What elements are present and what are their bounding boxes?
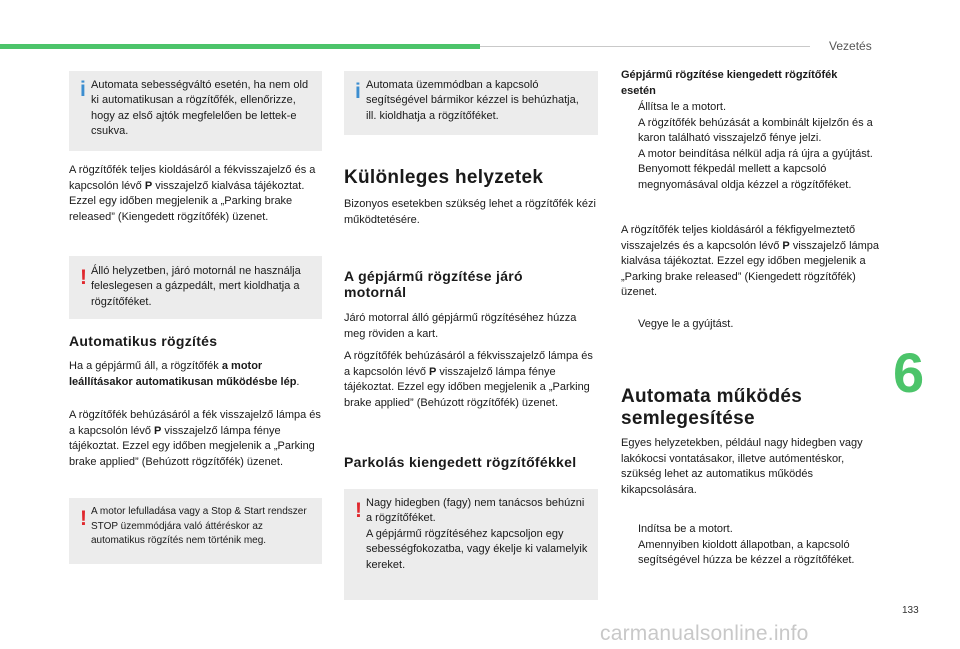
paragraph: Bizonyos esetekben szükség lehet a rögzítőfék kézi működtetésére. — [344, 198, 596, 226]
header-rule — [480, 46, 810, 47]
paragraph: Járó motorral álló gépjármű rögzítéséhez húzza meg röviden a kart. — [344, 312, 577, 340]
watermark: carmanualsonline.info — [600, 622, 809, 645]
bullet-list — [621, 100, 883, 194]
paragraph: A rögzítőfék behúzásáról a fék visszajelző lámpa és a kapcsolón lévő P visszajelző lámpa fénye tájékoztat. Ezzel egy időben megjelenik a „Parking brake applied” (Behúzott rögzítőfék) üzenet. — [69, 409, 321, 468]
info-note — [69, 71, 322, 151]
list-item: A motor beindítása nélkül adja rá újra a gyújtást. — [638, 147, 873, 160]
warning-note — [69, 256, 322, 319]
info-note — [344, 71, 598, 135]
paragraph: Egyes helyzetekben, például nagy hidegben vagy lakókocsi vontatásakor, illetve autómentéskor, szükség lehet az automatikus működés kikapcsolására. — [621, 437, 863, 496]
warning-icon: ! — [80, 266, 87, 289]
page-number: 133 — [902, 605, 919, 616]
info-icon: i — [80, 78, 86, 101]
list-item: Amennyiben kioldott állapotban, a kapcsoló segítségével húzza be kézzel a rögzítőféket. — [638, 538, 855, 567]
section-heading: Automata működés semlegesítése — [621, 386, 803, 429]
warning-note-text: A motor lefulladása vagy a Stop & Start rendszer STOP üzemmódjára való áttéréskor az automatikus rögzítés nem történik meg. — [91, 506, 307, 546]
warning-note — [69, 498, 322, 564]
section-heading: A gépjármű rögzítése járó motornál — [344, 268, 523, 300]
paragraph: A rögzítőfék teljes kioldásáról a fékfigyelmeztető visszajelzés és a kapcsolón lévő P visszajelző lámpa kialvása tájékoztat. Ezzel egy időben megjelenik a „Parking brake released” (Kiengedett rögzítőfék) üzenet. — [621, 224, 880, 299]
bullet-list — [621, 317, 883, 333]
header-accent-bar — [0, 44, 480, 49]
warning-note-text: Álló helyzetben, járó motornál ne használja feleslegesen a gázpedált, mert kioldhatja a rögzítőféket. — [91, 265, 301, 308]
warning-icon: ! — [355, 499, 362, 522]
section-heading: Különleges helyzetek — [344, 167, 544, 188]
section-heading: Parkolás kiengedett rögzítőfékkel — [344, 454, 577, 470]
list-item: Állítsa le a motort. A rögzítőfék behúzását a kombinált kijelzőn és a karon található visszajelző fénye jelzi. — [638, 101, 873, 145]
list-item: Vegye le a gyújtást. — [638, 318, 734, 330]
paragraph: Ha a gépjármű áll, a rögzítőfék a motor leállításakor automatikusan működésbe lép. — [69, 360, 300, 388]
info-icon: i — [355, 80, 361, 103]
info-note-text: Automata sebességváltó esetén, ha nem old ki automatikusan a rögzítőfék, ellenőrizze, hogy az első ajtók megfelelően be lettek-e csukva. — [91, 79, 309, 138]
bullet-list — [621, 522, 883, 569]
section-title: Vezetés — [829, 39, 872, 53]
warning-note-text: Nagy hidegben (fagy) nem tanácsos behúzni a rögzítőféket. A gépjármű rögzítéséhez kapcsoljon egy sebességfokozatba, vagy ékelje ki valamelyik kereket. — [366, 497, 588, 571]
chapter-number: 6 — [893, 341, 925, 404]
paragraph: A rögzítőfék teljes kioldásáról a fékvisszajelző és a kapcsolón lévő P visszajelző kialvása tájékoztat. Ezzel egy időben megjelenik a „Parking brake released” (Kiengedett rögzítőfék) üzenet. — [69, 164, 316, 223]
warning-icon: ! — [80, 507, 87, 530]
section-heading: Gépjármű rögzítése kiengedett rögzítőfék esetén — [621, 69, 838, 97]
info-note-text: Automata üzemmódban a kapcsoló segítségével bármikor kézzel is behúzhatja, ill. kioldhatja a rögzítőféket. — [366, 79, 579, 122]
warning-note — [344, 489, 598, 600]
list-item: Indítsa be a motort. — [638, 523, 733, 535]
paragraph: A rögzítőfék behúzásáról a fékvisszajelző lámpa és a kapcsolón lévő P visszajelző lámpa fénye tájékoztat. Ezzel egy időben megjelenik a „Parking brake applied” (Behúzott rögzítőfék) üzenet. — [344, 350, 593, 409]
section-heading: Automatikus rögzítés — [69, 333, 218, 349]
list-item: Benyomott fékpedál mellett a kapcsoló megnyomásával oldja kézzel a rögzítőféket. — [638, 163, 852, 191]
